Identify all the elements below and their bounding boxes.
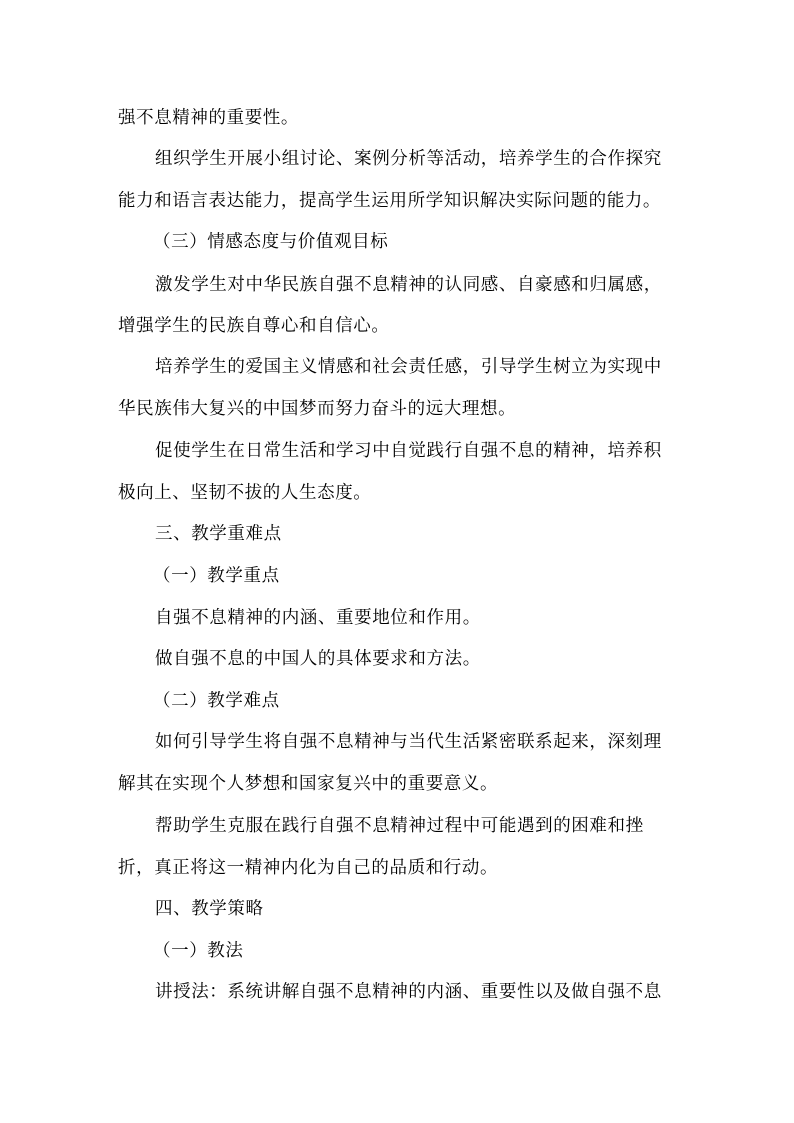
text-line: 增强学生的民族自尊心和自信心。 bbox=[118, 316, 390, 336]
text-line: 讲授法：系统讲解自强不息精神的内涵、重要性以及做自强不息 bbox=[155, 982, 662, 1002]
text-line: 激发学生对中华民族自强不息精神的认同感、自豪感和归属感， bbox=[155, 275, 662, 295]
section-heading: （三）情感态度与价值观目标 bbox=[153, 232, 389, 252]
text-line: 组织学生开展小组讨论、案例分析等活动，培养学生的合作探究 bbox=[155, 149, 662, 169]
section-heading: 三、教学重难点 bbox=[155, 524, 282, 544]
text-line: 折，真正将这一精神内化为自己的品质和行动。 bbox=[118, 858, 499, 878]
text-line: 极向上、坚韧不拔的人生态度。 bbox=[118, 483, 372, 503]
text-line: 华民族伟大复兴的中国梦而努力奋斗的远大理想。 bbox=[118, 399, 517, 419]
text-line: 自强不息精神的内涵、重要地位和作用。 bbox=[155, 608, 481, 628]
text-line: 强不息精神的重要性。 bbox=[118, 108, 299, 128]
text-line: 能力和语言表达能力，提高学生运用所学知识解决实际问题的能力。 bbox=[118, 191, 661, 211]
text-line: 如何引导学生将自强不息精神与当代生活紧密联系起来，深刻理 bbox=[155, 732, 662, 752]
text-line: 培养学生的爱国主义情感和社会责任感，引导学生树立为实现中 bbox=[155, 357, 662, 377]
text-line: 帮助学生克服在践行自强不息精神过程中可能遇到的困难和挫 bbox=[155, 816, 644, 836]
section-heading: 四、教学策略 bbox=[155, 899, 264, 919]
text-line: 做自强不息的中国人的具体要求和方法。 bbox=[155, 649, 481, 669]
text-line: 促使学生在日常生活和学习中自觉践行自强不息的精神，培养积 bbox=[155, 441, 662, 461]
text-line: 解其在实现个人梦想和国家复兴中的重要意义。 bbox=[118, 774, 499, 794]
section-heading: （一）教学重点 bbox=[153, 566, 280, 586]
section-heading: （一）教法 bbox=[153, 941, 244, 961]
section-heading: （二）教学难点 bbox=[153, 691, 280, 711]
